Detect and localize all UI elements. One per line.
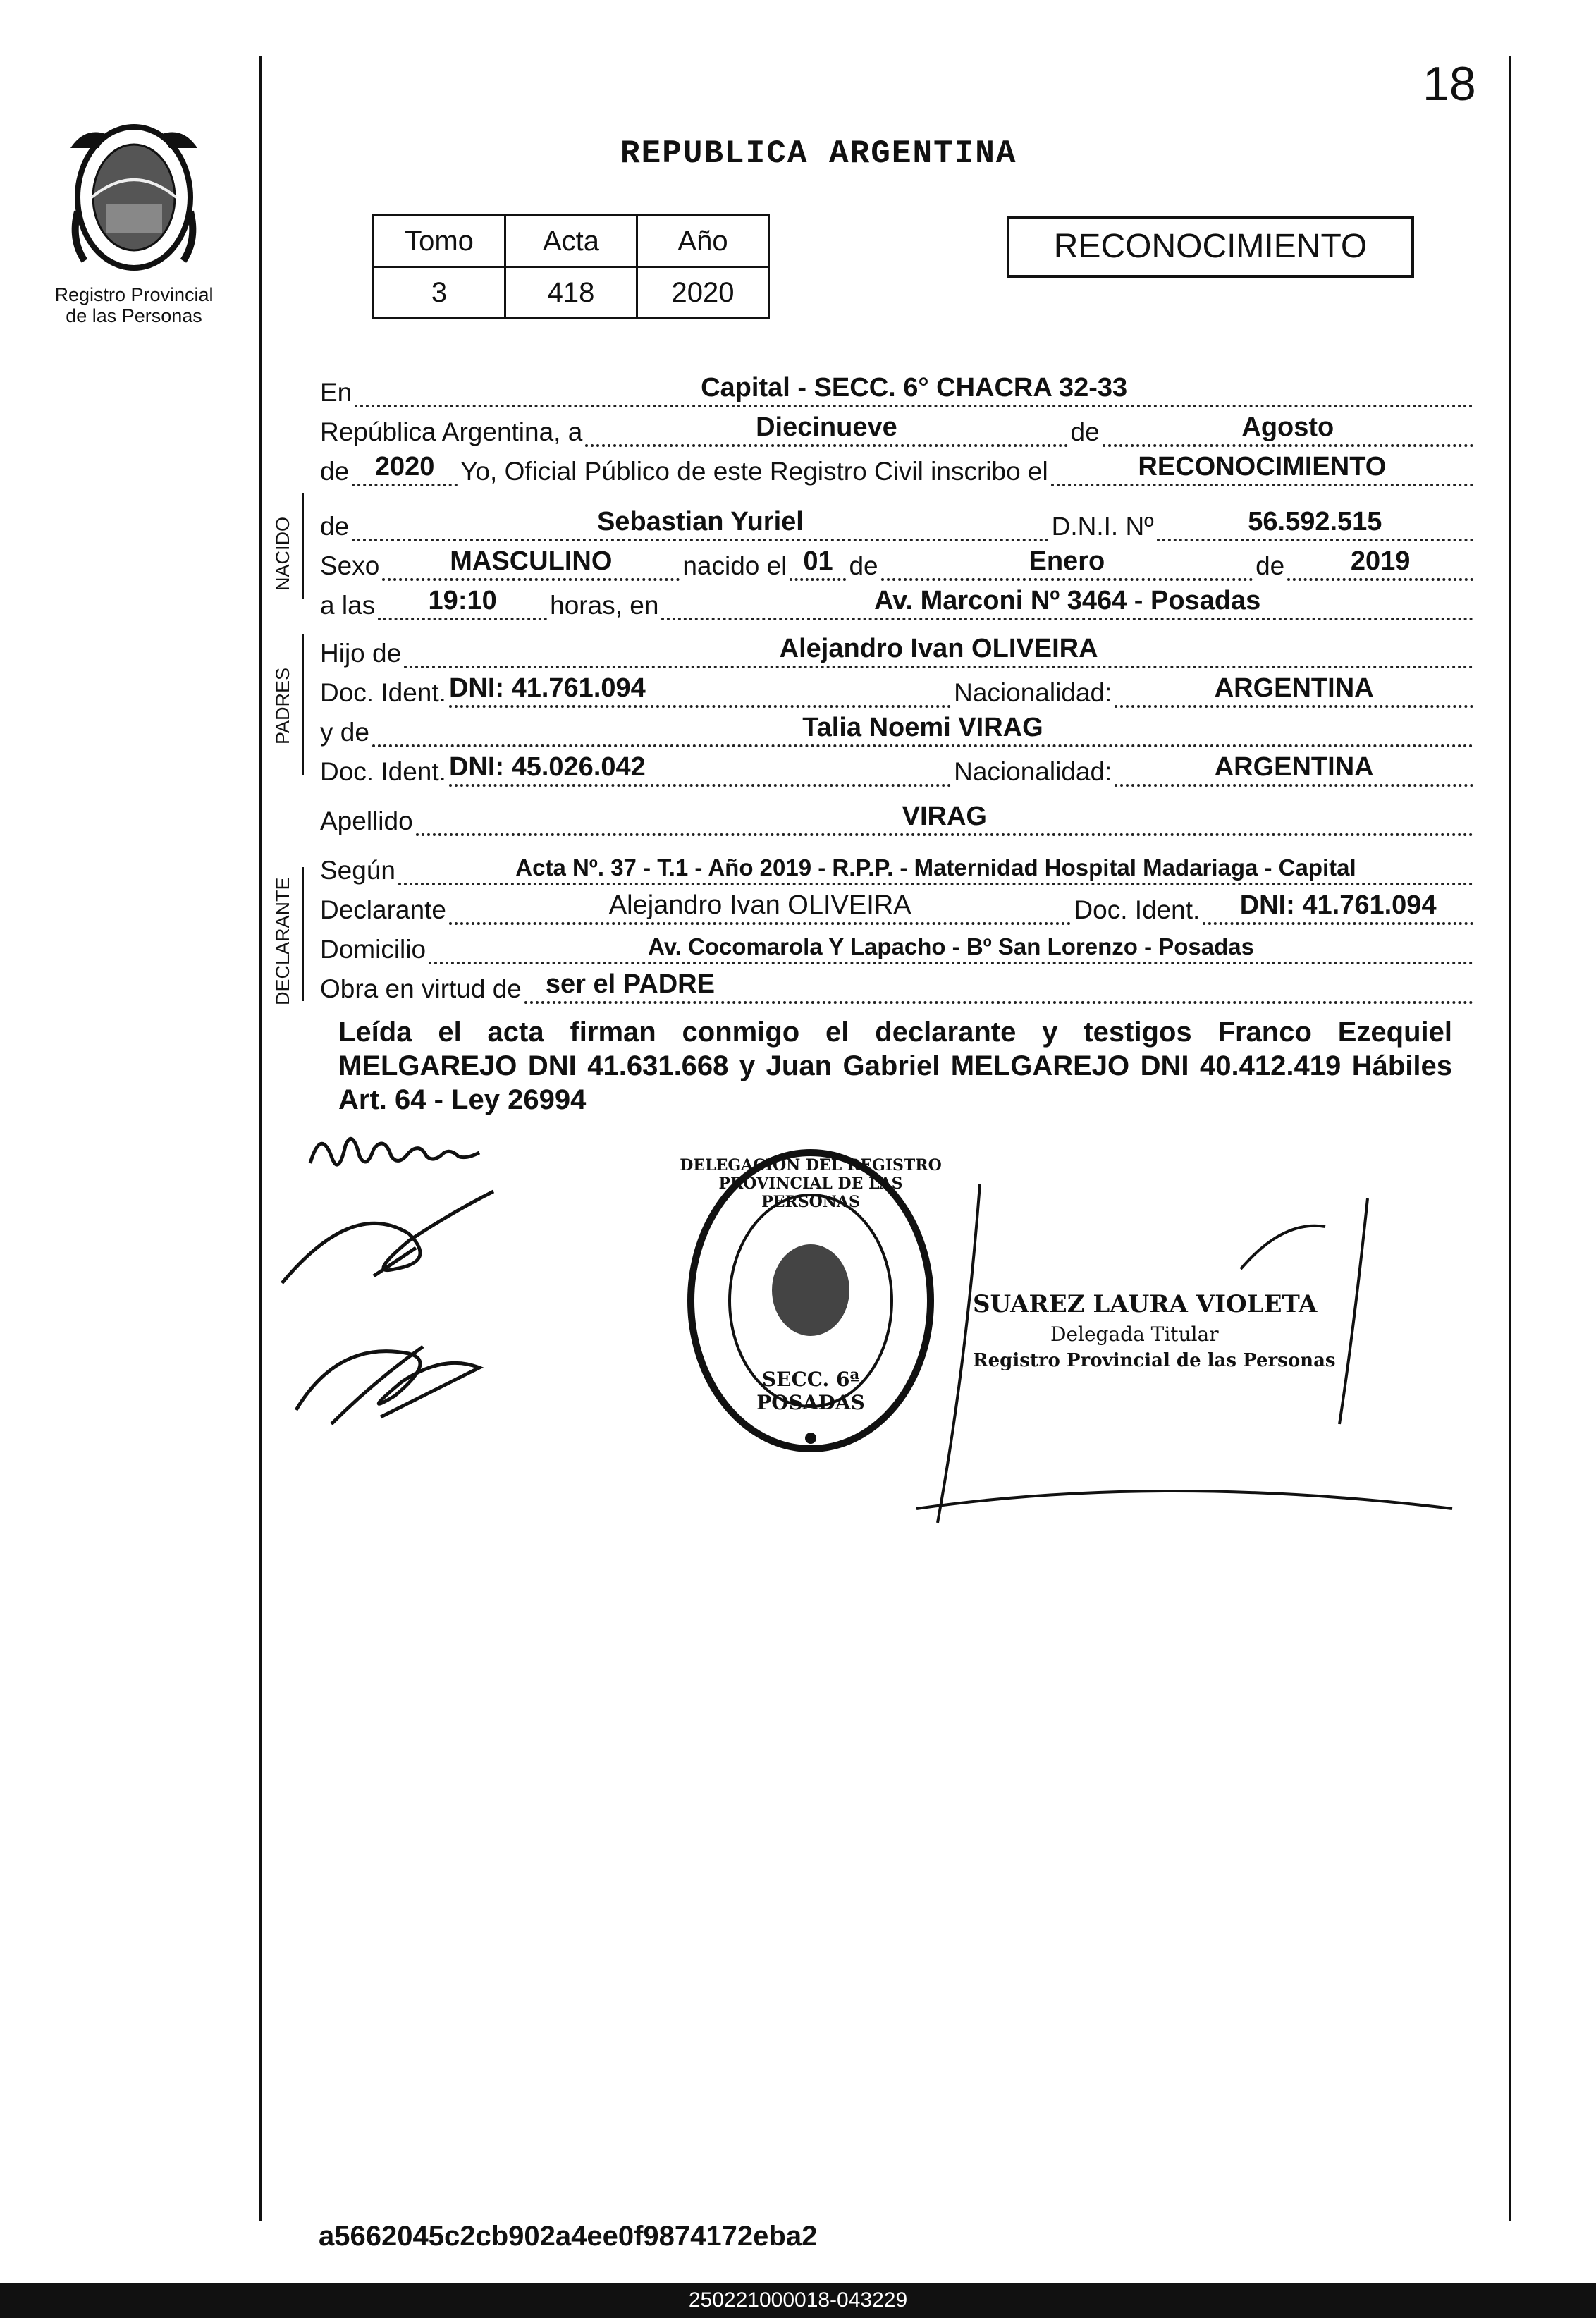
table-value-tomo: 3 (374, 267, 505, 319)
row-en (320, 368, 1476, 407)
official-seal (677, 1142, 945, 1473)
row-apellido (320, 797, 1476, 836)
year-value: 2020 (374, 452, 435, 482)
obra-label: Obra en virtud de (320, 974, 522, 1003)
row-mother-doc (320, 747, 1476, 787)
father-doc-label: Doc. Ident. (320, 678, 446, 707)
time-value: 19:10 (428, 586, 497, 615)
table-header-ano: Año (637, 216, 769, 267)
row-time (320, 581, 1476, 620)
declarante-section-label: DECLARANTE (272, 877, 293, 1005)
right-margin-line (1509, 56, 1511, 2221)
record-type-box: RECONOCIMIENTO (1007, 216, 1414, 278)
seal-inner-text: SECC. 6ª POSADAS (756, 1368, 865, 1414)
father-field (404, 633, 1473, 668)
birth-month-field (881, 546, 1253, 581)
de-birth-month-label: de (849, 551, 878, 580)
official-org: Registro Provincial de las Personas (973, 1350, 1336, 1371)
inscribo-value: RECONOCIMIENTO (1138, 452, 1387, 482)
obra-value: ser el PADRE (545, 969, 715, 999)
month-value: Agosto (1241, 412, 1334, 442)
mother-doc-value: DNI: 45.026.042 (448, 752, 646, 782)
domicilio-label: Domicilio (320, 935, 426, 964)
oficial-label: Yo, Oficial Público de este Registro Civil inscribo el (460, 457, 1048, 486)
row-name (320, 502, 1476, 541)
apellido-value: VIRAG (902, 802, 987, 831)
table-header-acta: Acta (505, 216, 637, 267)
mother-nat-label: Nacionalidad: (954, 757, 1112, 786)
birth-month-value: Enero (1029, 546, 1105, 576)
row-segun (320, 846, 1476, 885)
witness-signature-2 (296, 1347, 479, 1424)
horas-en-label: horas, en (550, 591, 659, 620)
father-value: Alejandro Ivan OLIVEIRA (779, 634, 1098, 663)
name-field (352, 506, 1048, 541)
nacido-el-label: nacido el (682, 551, 787, 580)
father-nat-value: ARGENTINA (1214, 673, 1374, 703)
de-birth-year-label: de (1256, 551, 1285, 580)
logo-caption-line1: Registro Provincial (54, 284, 214, 305)
de-name-label: de (320, 512, 350, 541)
en-label: En (320, 378, 352, 407)
birth-day-field (790, 546, 846, 581)
y-de-label: y de (320, 718, 369, 747)
witness-signature-1 (282, 1191, 493, 1283)
sexo-label: Sexo (320, 551, 380, 580)
coat-of-arms-icon (63, 120, 204, 275)
closing-statement: Leída el acta firman conmigo el declarante y testigos Franco Ezequiel MELGAREJO DNI 41.631.668 y Juan Gabriel MELGAREJO DNI 40.412.419 Hábiles Art. 64 - Ley 26994 (338, 1017, 1452, 1115)
declarant-signature (310, 1139, 479, 1165)
mother-nat-value: ARGENTINA (1214, 752, 1374, 782)
row-obra (320, 964, 1476, 1004)
father-doc-value: DNI: 41.761.094 (448, 673, 646, 703)
official-stamp (973, 1290, 1336, 1371)
birth-year-field (1287, 546, 1473, 581)
declarante-doc-label: Doc. Ident. (1074, 895, 1201, 924)
de-year-label: de (320, 457, 350, 486)
declarante-field (449, 890, 1071, 925)
en-field (355, 372, 1473, 407)
obra-field (524, 969, 1473, 1004)
mother-nat-field (1115, 752, 1473, 787)
row-date (320, 407, 1476, 447)
dni-label: D.N.I. Nº (1051, 512, 1154, 541)
month-field (1103, 412, 1473, 447)
sexo-field (382, 546, 680, 581)
row-father (320, 629, 1476, 668)
time-field (378, 585, 547, 620)
official-name: SUAREZ LAURA VIOLETA (973, 1290, 1318, 1318)
declarante-doc-field (1203, 890, 1473, 925)
year-field (352, 451, 458, 486)
footer-code: 250221000018-043229 (0, 2283, 1596, 2318)
place-value: Av. Marconi Nº 3464 - Posadas (874, 586, 1261, 615)
republica-label: República Argentina, a (320, 417, 583, 446)
row-inscribo (320, 447, 1476, 486)
record-table (372, 214, 770, 319)
father-nat-field (1115, 673, 1473, 708)
a-las-label: a las (320, 591, 376, 620)
logo-caption-line2: de las Personas (66, 305, 202, 326)
mother-field (372, 712, 1473, 747)
registry-logo (42, 120, 226, 326)
apellido-field (416, 801, 1473, 836)
dni-value: 56.592.515 (1248, 507, 1382, 536)
day-value: Diecinueve (756, 412, 897, 442)
document-hash: a5662045c2cb902a4ee0f9874172eba2 (319, 2221, 818, 2252)
mother-doc-field (449, 752, 951, 787)
father-doc-field (449, 673, 951, 708)
segun-value: Acta Nº. 37 - T.1 - Año 2019 - R.P.P. - Maternidad Hospital Madariaga - Capital (515, 854, 1356, 881)
row-father-doc (320, 668, 1476, 708)
row-declarante (320, 885, 1476, 925)
de-label: de (1070, 417, 1100, 446)
inscribo-field (1051, 451, 1473, 486)
row-sexo (320, 541, 1476, 581)
row-mother (320, 708, 1476, 747)
row-domicilio (320, 925, 1476, 964)
left-margin-line (259, 56, 262, 2221)
birth-day-value: 01 (803, 546, 833, 576)
dni-field (1157, 506, 1473, 541)
padres-section-label: PADRES (272, 667, 293, 744)
page-number: 18 (1423, 57, 1476, 111)
segun-field (398, 850, 1473, 885)
hijo-de-label: Hijo de (320, 639, 402, 668)
signatures (268, 1114, 564, 1466)
mother-doc-label: Doc. Ident. (320, 757, 446, 786)
apellido-label: Apellido (320, 807, 413, 835)
domicilio-value: Av. Cocomarola Y Lapacho - Bº San Lorenzo - Posadas (648, 933, 1254, 959)
en-value: Capital - SECC. 6° CHACRA 32-33 (701, 373, 1128, 403)
sexo-value: MASCULINO (450, 546, 613, 576)
segun-label: Según (320, 856, 395, 885)
declarante-value: Alejandro Ivan OLIVEIRA (608, 890, 911, 920)
table-header-tomo: Tomo (374, 216, 505, 267)
domicilio-field (429, 929, 1473, 964)
nacido-section-label: NACIDO (272, 516, 293, 591)
declarante-label: Declarante (320, 895, 446, 924)
name-value: Sebastian Yuriel (596, 507, 804, 536)
father-nat-label: Nacionalidad: (954, 678, 1112, 707)
document-title: REPUBLICA ARGENTINA (620, 135, 1017, 172)
declarante-doc-value: DNI: 41.761.094 (1239, 890, 1437, 920)
declarante-bracket (302, 867, 304, 1001)
padres-bracket (302, 634, 304, 775)
seal-ring-text: DELEGACION DEL REGISTRO PROVINCIAL DE LAS PERSONAS (680, 1156, 942, 1211)
table-value-acta: 418 (505, 267, 637, 319)
nacido-bracket (302, 493, 304, 599)
day-field (585, 412, 1067, 447)
mother-value: Talia Noemi VIRAG (802, 713, 1043, 742)
official-title: Delegada Titular (1050, 1323, 1219, 1346)
table-value-ano: 2020 (637, 267, 769, 319)
place-field (661, 585, 1473, 620)
birth-year-value: 2019 (1350, 546, 1411, 576)
